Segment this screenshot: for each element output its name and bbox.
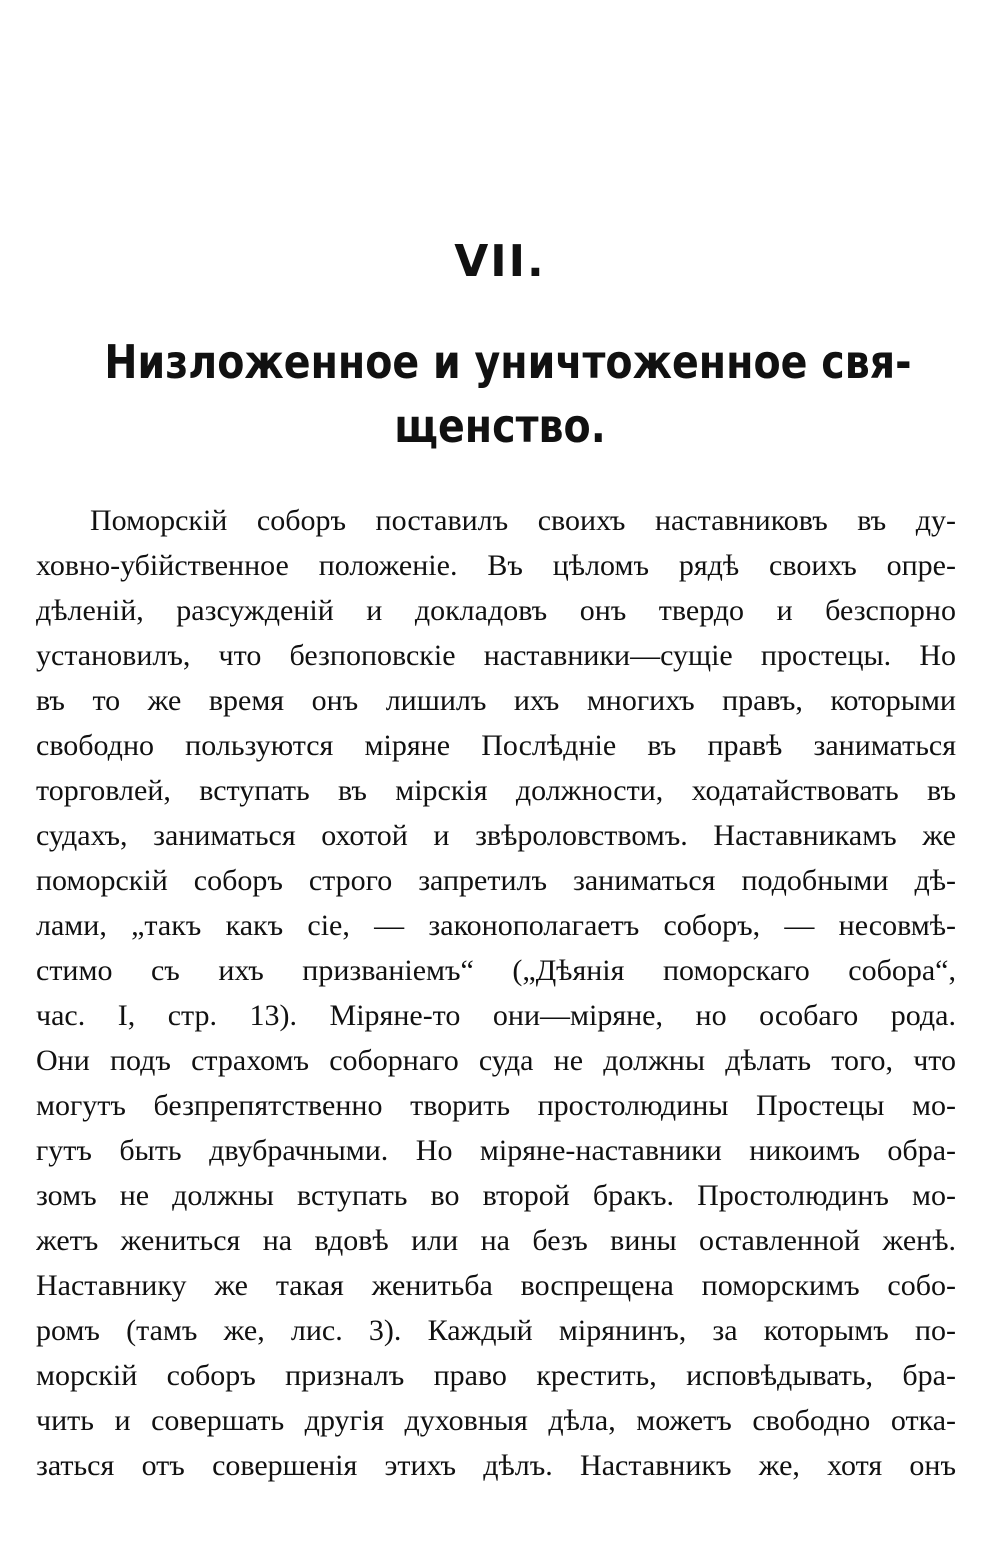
text-line: судахъ, заниматься охотой и звѣроловствомъ. Наставникамъ же [36,819,956,852]
text-line: чить и совершать другія духовныя дѣла, можетъ свободно отка- [36,1404,956,1437]
text-line: гутъ быть двубрачными. Но міряне-наставники никоимъ обра- [36,1134,956,1167]
text-line: зомъ не должны вступать во второй бракъ. Простолюдинъ мо- [36,1179,956,1212]
text-line: ромъ (тамъ же, лис. 3). Каждый мірянинъ, за которымъ по- [36,1314,956,1347]
chapter-number: VII. [454,236,546,287]
text-line: установилъ, что безпоповскіе наставники—сущіе простецы. Но [36,639,956,672]
text-line: час. I, стр. 13). Міряне-то они—міряне, но особаго рода. [36,999,956,1032]
text-line: жетъ жениться на вдовѣ или на безъ вины оставленной женѣ. [36,1224,956,1257]
text-line: въ то же время онъ лишилъ ихъ многихъ правъ, которыми [36,684,956,717]
text-line: ховно-убійственное положеніе. Въ цѣломъ рядѣ своихъ опре- [36,549,956,582]
text-line: Поморскій соборъ поставилъ своихъ наставниковъ въ ду- [90,504,956,537]
chapter-title-line: Низложенное и уничтоженное свя- [104,335,912,389]
text-line: морскій соборъ призналъ право крестить, исповѣдывать, бра- [36,1359,956,1392]
text-line: стимо съ ихъ призваніемъ“ („Дѣянія поморскаго собора“, [36,954,956,987]
text-line: Они подъ страхомъ соборнаго суда не должны дѣлать того, что [36,1044,956,1077]
chapter-title-line: щенство. [394,399,606,453]
text-line: лами, „такъ какъ сіе, — законополагаетъ соборъ, — несовмѣ- [36,909,956,942]
text-line: заться отъ совершенія этихъ дѣлъ. Наставникъ же, хотя онъ [36,1449,956,1482]
text-line: могутъ безпрепятственно творить простолюдины Простецы мо- [36,1089,956,1122]
text-line: Наставнику же такая женитьба воспрещена поморскимъ собо- [36,1269,956,1302]
chapter-title [104,330,912,458]
body-paragraph [36,498,956,1488]
text-line: поморскій соборъ строго запретилъ заниматься подобными дѣ- [36,864,956,897]
text-line: свободно пользуются міряне Послѣдніе въ правѣ заниматься [36,729,956,762]
text-line: торговлей, вступать въ мірскія должности, ходатайствовать въ [36,774,956,807]
text-line: дѣленій, разсужденій и докладовъ онъ твердо и безспорно [36,594,956,627]
